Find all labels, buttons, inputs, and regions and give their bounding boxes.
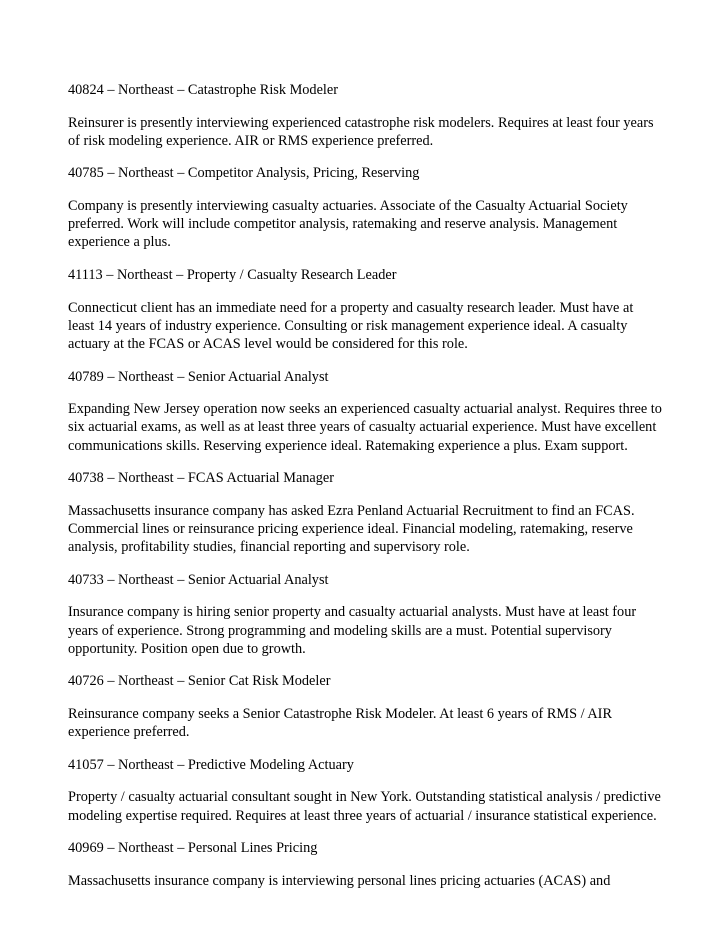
description-line: Commercial lines or reinsurance pricing experience ideal. Financial modeling, ratemaking, reserve xyxy=(68,520,633,537)
description-line: least 14 years of industry experience. Consulting or risk management experience ideal. A casualty xyxy=(68,317,628,334)
job-listing xyxy=(68,368,698,455)
job-listing-heading: 40789 – Northeast – Senior Actuarial Analyst xyxy=(68,368,329,385)
job-listing-description xyxy=(68,705,698,741)
job-listing-heading: 40785 – Northeast – Competitor Analysis, Pricing, Reserving xyxy=(68,165,420,182)
job-listing-heading: 41057 – Northeast – Predictive Modeling Actuary xyxy=(68,756,354,773)
description-line: opportunity. Position open due to growth. xyxy=(68,640,306,657)
job-listing-description xyxy=(68,788,698,824)
job-listing-description xyxy=(68,114,698,150)
description-line: Massachusetts insurance company has asked Ezra Penland Actuarial Recruitment to find an FCAS. xyxy=(68,502,635,519)
job-listing-heading: 40733 – Northeast – Senior Actuarial Analyst xyxy=(68,571,329,588)
job-listing-heading: 41113 – Northeast – Property / Casualty Research Leader xyxy=(68,266,397,283)
job-listing-heading: 40824 – Northeast – Catastrophe Risk Modeler xyxy=(68,82,339,98)
job-listing xyxy=(68,571,698,658)
job-listing-description xyxy=(68,197,698,252)
description-line: communications skills. Reserving experience ideal. Ratemaking experience a plus. Exam support. xyxy=(68,437,628,454)
description-line: Insurance company is hiring senior property and casualty actuarial analysts. Must have at least four xyxy=(68,604,637,621)
job-listings xyxy=(68,81,698,890)
description-line: Property / casualty actuarial consultant sought in New York. Outstanding statistical analysis / predictive xyxy=(68,789,661,806)
job-listing xyxy=(68,756,698,825)
description-line: of risk modeling experience. AIR or RMS experience preferred. xyxy=(68,132,434,149)
job-listing-description xyxy=(68,603,698,658)
job-listing xyxy=(68,164,698,251)
job-listing xyxy=(68,266,698,353)
job-listing-description xyxy=(68,299,698,354)
job-listing xyxy=(68,81,698,150)
description-line: preferred. Work will include competitor analysis, ratemaking and reserve analysis. Management xyxy=(68,216,618,233)
job-listing-heading: 40738 – Northeast – FCAS Actuarial Manager xyxy=(68,470,335,487)
description-line: modeling expertise required. Requires at least three years of actuarial / insurance statistical experience. xyxy=(68,807,657,824)
description-line: Reinsurer is presently interviewing experienced catastrophe risk modelers. Requires at least four years xyxy=(68,114,654,131)
job-listing-description xyxy=(68,400,698,455)
description-line: experience preferred. xyxy=(68,724,190,741)
job-listing-description xyxy=(68,502,698,557)
job-listing-heading: 40969 – Northeast – Personal Lines Pricing xyxy=(68,840,318,857)
job-listing xyxy=(68,469,698,556)
description-line: Massachusetts insurance company is interviewing personal lines pricing actuaries (ACAS) and xyxy=(68,872,611,889)
description-line: experience a plus. xyxy=(68,234,171,251)
job-listing xyxy=(68,672,698,741)
job-listing-heading: 40726 – Northeast – Senior Cat Risk Modeler xyxy=(68,673,331,690)
description-line: Reinsurance company seeks a Senior Catastrophe Risk Modeler. At least 6 years of RMS / AIR xyxy=(68,705,612,722)
description-line: six actuarial exams, as well as at least three years of casualty actuarial experience. Must have excellent xyxy=(68,419,657,436)
document-page xyxy=(68,81,698,904)
description-line: analysis, profitability studies, financial reporting and supervisory role. xyxy=(68,539,470,556)
description-line: Company is presently interviewing casualty actuaries. Associate of the Casualty Actuarial Society xyxy=(68,197,628,214)
job-listing-description xyxy=(68,872,698,890)
description-line: Expanding New Jersey operation now seeks an experienced casualty actuarial analyst. Requires three to xyxy=(68,401,662,418)
job-listing xyxy=(68,839,698,890)
description-line: actuary at the FCAS or ACAS level would be considered for this role. xyxy=(68,335,468,352)
description-line: years of experience. Strong programming and modeling skills are a must. Potential supervisory xyxy=(68,622,612,639)
description-line: Connecticut client has an immediate need for a property and casualty research leader. Must have at xyxy=(68,299,634,316)
